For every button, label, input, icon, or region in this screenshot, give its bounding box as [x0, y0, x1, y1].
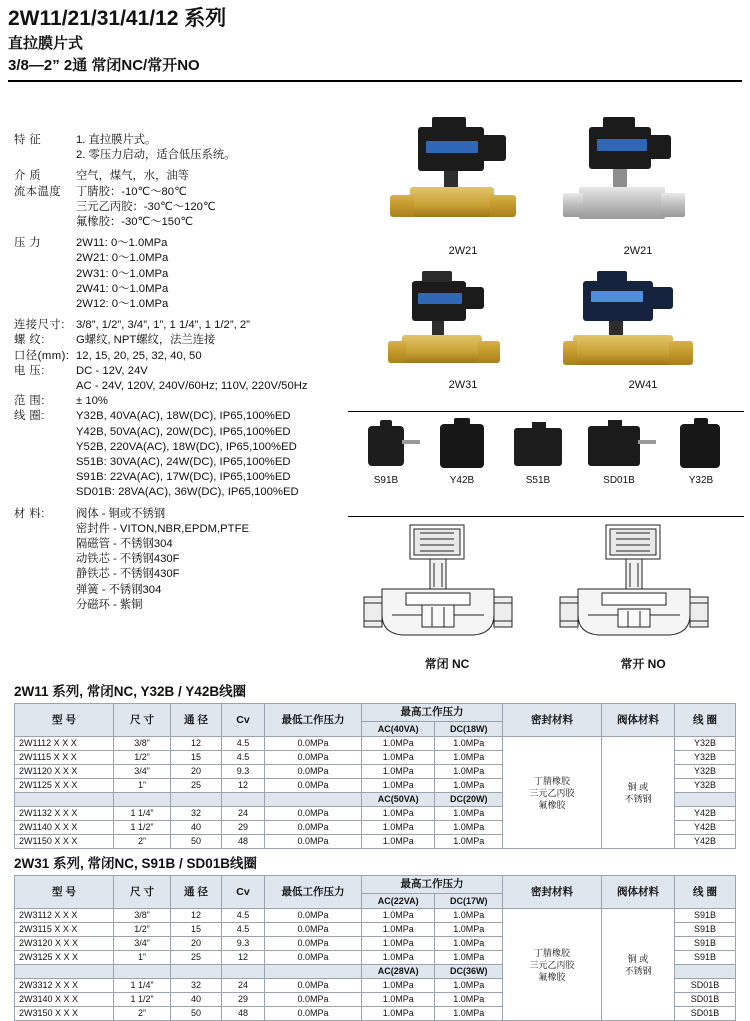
cell-model: 2W3112 X X X [15, 909, 114, 923]
cell-size: 3/8” [114, 737, 171, 751]
th-model: 型 号 [15, 704, 114, 737]
th-dc-2: DC(17W) [435, 894, 503, 909]
cell-min: 0.0MPa [265, 909, 362, 923]
th-body-material: 阀体材料 [602, 876, 675, 909]
cell-size: 2” [114, 1007, 171, 1021]
coil-label: SD01B [603, 475, 635, 486]
spec-value: Y52B, 220VA(AC), 18W(DC), IP65,100%ED [76, 440, 297, 453]
spec-value: 动铁芯 - 不锈钢430F [76, 553, 180, 566]
cell-dc: 1.0MPa [435, 821, 503, 835]
cell-model: 2W1120 X X X [15, 765, 114, 779]
th-cv: Cv [222, 704, 265, 737]
coil-label: Y42B [449, 475, 475, 486]
spec-value: 2W31: 0～1.0MPa [76, 267, 169, 280]
caption-valve-mid-left: 2W31 [448, 379, 478, 391]
cell-coil: S91B [675, 937, 736, 951]
cell-size: 2” [114, 835, 171, 849]
group-band-cell [265, 965, 362, 979]
spec-row-temperature [14, 185, 344, 231]
th-max-pressure: 最高工作压力 [362, 704, 503, 722]
coil-label: Y32B [688, 475, 714, 486]
group-ac-label: AC(28VA) [362, 965, 435, 979]
cell-cv: 12 [222, 951, 265, 965]
cell-bore: 40 [171, 993, 222, 1007]
cell-cv: 24 [222, 979, 265, 993]
group-band-cell [15, 965, 114, 979]
cell-bore: 32 [171, 979, 222, 993]
cell-model: 2W1112 X X X [15, 737, 114, 751]
spec-value: 三元乙丙胶：-30℃～120℃ [76, 200, 216, 213]
spec-label: 口径(mm): [14, 349, 70, 362]
coil-label: S91B [373, 475, 399, 486]
valve-2w31 [388, 277, 538, 377]
th-dc-1: DC(18W) [435, 722, 503, 737]
spec-row-features [14, 133, 344, 163]
cell-bore: 20 [171, 937, 222, 951]
cell-min: 0.0MPa [265, 923, 362, 937]
cell-size: 1” [114, 779, 171, 793]
cell-dc: 1.0MPa [435, 779, 503, 793]
cell-coil: SD01B [675, 1007, 736, 1021]
cell-bore: 12 [171, 909, 222, 923]
th-min-pressure: 最低工作压力 [265, 876, 362, 909]
spec-value: ± 10% [76, 395, 108, 408]
cell-seal: 丁腈橡胶 三元乙丙胶 氟橡胶 [503, 737, 602, 849]
cell-model: 2W3150 X X X [15, 1007, 114, 1021]
cell-coil: Y42B [675, 835, 736, 849]
cell-cv: 48 [222, 835, 265, 849]
group-band-cell [222, 793, 265, 807]
cell-dc: 1.0MPa [435, 993, 503, 1007]
coil-s51b [504, 420, 572, 486]
spec-value: 3/8”, 1/2”, 3/4”, 1”, 1 1/4”, 1 1/2”, 2” [76, 319, 250, 332]
spec-value: 分磁环 - 紫铜 [76, 598, 143, 611]
th-body-material: 阀体材料 [602, 704, 675, 737]
cell-bore: 32 [171, 807, 222, 821]
spec-value: S91B: 22VA(AC), 17W(DC), IP65,100%ED [76, 471, 291, 484]
table-2-title: 2W31 系列, 常闭NC, S91B / SD01B线圈 [14, 856, 258, 871]
cell-dc: 1.0MPa [435, 835, 503, 849]
caption-valve-top-left: 2W21 [448, 245, 478, 257]
spec-value: AC - 24V, 120V, 240V/60Hz; 110V, 220V/50Hz [76, 380, 308, 393]
cell-cv: 29 [222, 993, 265, 1007]
table-2 [14, 875, 736, 1021]
cell-cv: 12 [222, 779, 265, 793]
spec-label: 压 力 [14, 237, 42, 250]
cell-dc: 1.0MPa [435, 909, 503, 923]
cell-bore: 50 [171, 835, 222, 849]
cell-dc: 1.0MPa [435, 923, 503, 937]
coil-s91b [352, 420, 420, 486]
group-band-cell [675, 965, 736, 979]
cell-dc: 1.0MPa [435, 951, 503, 965]
cell-size: 1 1/4” [114, 807, 171, 821]
cell-cv: 4.5 [222, 909, 265, 923]
valve-2w21-brass [388, 125, 538, 245]
cell-ac: 1.0MPa [362, 951, 435, 965]
cell-dc: 1.0MPa [435, 1007, 503, 1021]
cell-cv: 4.5 [222, 923, 265, 937]
cell-cv: 24 [222, 807, 265, 821]
th-ac-1: AC(40VA) [362, 722, 435, 737]
cell-min: 0.0MPa [265, 835, 362, 849]
spec-value: 2W41: 0～1.0MPa [76, 282, 169, 295]
caption-cutaway-nc: 常闭 NC [424, 657, 470, 671]
cell-ac: 1.0MPa [362, 751, 435, 765]
spec-value: 2W12: 0～1.0MPa [76, 298, 169, 311]
spec-value: G螺纹, NPT螺纹，法兰连接 [76, 334, 216, 347]
caption-valve-mid-right: 2W41 [628, 379, 658, 391]
spec-row-material [14, 507, 344, 613]
cell-ac: 1.0MPa [362, 1007, 435, 1021]
image-row-cutaways [348, 516, 744, 673]
valve-2w21-steel [563, 125, 713, 245]
cell-cv: 29 [222, 821, 265, 835]
product-images [348, 125, 744, 673]
cell-min: 0.0MPa [265, 779, 362, 793]
group-band-cell [15, 793, 114, 807]
cutaway-no-svg [558, 523, 728, 649]
cell-body: 铜 或 不锈钢 [602, 737, 675, 849]
cell-coil: S91B [675, 923, 736, 937]
cell-coil: Y42B [675, 807, 736, 821]
cell-model: 2W3115 X X X [15, 923, 114, 937]
cell-size: 3/4” [114, 765, 171, 779]
th-max-pressure: 最高工作压力 [362, 876, 503, 894]
spec-value: 隔磁管 - 不锈钢304 [76, 538, 173, 551]
th-model: 型 号 [15, 876, 114, 909]
cell-coil: Y32B [675, 737, 736, 751]
spec-value: SD01B: 28VA(AC), 36W(DC), IP65,100%ED [76, 486, 299, 499]
table-1-section [14, 680, 736, 849]
spec-label: 材 料: [14, 507, 45, 520]
cell-min: 0.0MPa [265, 1007, 362, 1021]
th-size: 尺 寸 [114, 704, 171, 737]
image-row-2 [348, 277, 744, 405]
cell-dc: 1.0MPa [435, 737, 503, 751]
group-band-cell [114, 793, 171, 807]
spec-row-bore [14, 349, 344, 364]
spec-value: 静铁芯 - 不锈钢430F [76, 568, 180, 581]
cell-size: 1” [114, 951, 171, 965]
cell-model: 2W3125 X X X [15, 951, 114, 965]
table-1 [14, 703, 736, 849]
spec-value: 1. 直拉膜片式。 [76, 134, 157, 146]
cell-size: 3/8” [114, 909, 171, 923]
page-subtitle-1: 直拉膜片式 [8, 35, 84, 53]
spec-value: 空气，煤气，水，油等 [76, 170, 189, 183]
spec-value: 12, 15, 20, 25, 32, 40, 50 [76, 349, 202, 362]
spec-value: 丁腈胶：-10℃～80℃ [76, 185, 187, 198]
cell-model: 2W3120 X X X [15, 937, 114, 951]
spec-label: 流本温度 [14, 185, 62, 198]
cell-ac: 1.0MPa [362, 937, 435, 951]
cutaway-no-diagram [558, 523, 728, 671]
spec-row-pressure [14, 236, 344, 312]
page-header [0, 0, 750, 76]
spec-value: S51B: 30VA(AC), 24W(DC), IP65,100%ED [76, 456, 291, 469]
spec-label: 连接尺寸: [14, 319, 65, 332]
cell-cv: 48 [222, 1007, 265, 1021]
coil-sd01b [580, 420, 658, 486]
spec-value: 2W21: 0～1.0MPa [76, 252, 169, 265]
cell-model: 2W1132 X X X [15, 807, 114, 821]
cell-ac: 1.0MPa [362, 979, 435, 993]
page-title: 2W11/21/31/41/12 系列 [8, 7, 227, 30]
cell-seal: 丁腈橡胶 三元乙丙胶 氟橡胶 [503, 909, 602, 1021]
coil-label: S51B [525, 475, 551, 486]
table-1-title: 2W11 系列, 常闭NC, Y32B / Y42B线圈 [14, 684, 247, 699]
cell-cv: 9.3 [222, 765, 265, 779]
cell-dc: 1.0MPa [435, 807, 503, 821]
cell-ac: 1.0MPa [362, 821, 435, 835]
group-ac-label: AC(50VA) [362, 793, 435, 807]
cell-dc: 1.0MPa [435, 765, 503, 779]
cell-coil: SD01B [675, 993, 736, 1007]
coil-y32b [666, 420, 736, 486]
th-size: 尺 寸 [114, 876, 171, 909]
group-dc-label: DC(20W) [435, 793, 503, 807]
cell-ac: 1.0MPa [362, 737, 435, 751]
spec-value: 2W11: 0～1.0MPa [76, 237, 168, 250]
cell-ac: 1.0MPa [362, 807, 435, 821]
cell-bore: 25 [171, 951, 222, 965]
cell-min: 0.0MPa [265, 937, 362, 951]
spec-value: DC - 12V, 24V [76, 364, 148, 377]
spec-label: 范 围: [14, 395, 45, 408]
cell-size: 1 1/4” [114, 979, 171, 993]
coil-y42b [428, 420, 496, 486]
image-row-1 [348, 125, 744, 273]
th-ac-2: AC(22VA) [362, 894, 435, 909]
group-band-cell [222, 965, 265, 979]
cell-dc: 1.0MPa [435, 979, 503, 993]
cell-model: 2W3140 X X X [15, 993, 114, 1007]
cell-min: 0.0MPa [265, 765, 362, 779]
cell-size: 3/4” [114, 937, 171, 951]
cell-model: 2W1115 X X X [15, 751, 114, 765]
spec-row-connection [14, 318, 344, 333]
group-band-cell [265, 793, 362, 807]
cell-min: 0.0MPa [265, 807, 362, 821]
cell-min: 0.0MPa [265, 979, 362, 993]
spec-row-thread [14, 333, 344, 348]
cell-size: 1/2” [114, 751, 171, 765]
spec-value: 密封件 - VITON,NBR,EPDM,PTFE [76, 522, 250, 535]
group-band-cell [675, 793, 736, 807]
group-band-cell [171, 793, 222, 807]
spec-value: 氟橡胶：-30℃～150℃ [76, 216, 194, 229]
cell-size: 1 1/2” [114, 821, 171, 835]
cell-bore: 12 [171, 737, 222, 751]
cutaway-nc-diagram [362, 523, 532, 671]
cell-bore: 25 [171, 779, 222, 793]
spec-value: Y32B, 40VA(AC), 18W(DC), IP65,100%ED [76, 410, 291, 423]
cell-coil: Y32B [675, 765, 736, 779]
cell-ac: 1.0MPa [362, 993, 435, 1007]
cell-dc: 1.0MPa [435, 937, 503, 951]
th-min-pressure: 最低工作压力 [265, 704, 362, 737]
header-divider [8, 80, 742, 82]
th-seal-material: 密封材料 [503, 704, 602, 737]
cell-coil: Y42B [675, 821, 736, 835]
spec-row-range [14, 394, 344, 409]
table-row [15, 737, 736, 751]
cell-min: 0.0MPa [265, 951, 362, 965]
spec-row-coil [14, 409, 344, 500]
th-seal-material: 密封材料 [503, 876, 602, 909]
cell-bore: 50 [171, 1007, 222, 1021]
th-bore: 通 径 [171, 704, 222, 737]
cell-coil: S91B [675, 909, 736, 923]
cutaway-nc-svg [362, 523, 532, 649]
cell-coil: Y32B [675, 779, 736, 793]
cell-min: 0.0MPa [265, 821, 362, 835]
cell-ac: 1.0MPa [362, 835, 435, 849]
cell-model: 2W1125 X X X [15, 779, 114, 793]
spec-label: 特 征 [14, 134, 42, 146]
spec-value: 阀体 - 铜或不锈钢 [76, 507, 166, 520]
cell-ac: 1.0MPa [362, 779, 435, 793]
table-2-section [14, 852, 736, 1021]
cell-cv: 4.5 [222, 737, 265, 751]
caption-cutaway-no: 常开 NO [620, 657, 666, 671]
valve-2w41 [563, 277, 723, 377]
cell-coil: SD01B [675, 979, 736, 993]
cell-cv: 4.5 [222, 751, 265, 765]
spec-value: 2. 零压力启动，适合低压系统。 [76, 149, 236, 162]
cell-size: 1/2” [114, 923, 171, 937]
spec-row-voltage [14, 364, 344, 394]
spec-row-medium [14, 169, 344, 184]
group-dc-label: DC(36W) [435, 965, 503, 979]
table-row [15, 909, 736, 923]
cell-min: 0.0MPa [265, 751, 362, 765]
cell-bore: 15 [171, 751, 222, 765]
cell-ac: 1.0MPa [362, 923, 435, 937]
cell-min: 0.0MPa [265, 737, 362, 751]
th-cv: Cv [222, 876, 265, 909]
th-coil: 线 圈 [675, 704, 736, 737]
spec-label: 电 压: [14, 364, 45, 377]
cell-model: 2W1140 X X X [15, 821, 114, 835]
cell-model: 2W1150 X X X [15, 835, 114, 849]
image-row-coils [348, 411, 744, 512]
spec-label: 螺 纹: [14, 334, 45, 347]
cell-bore: 15 [171, 923, 222, 937]
cell-bore: 20 [171, 765, 222, 779]
cell-cv: 9.3 [222, 937, 265, 951]
cell-min: 0.0MPa [265, 993, 362, 1007]
caption-valve-top-right: 2W21 [623, 245, 653, 257]
cell-size: 1 1/2” [114, 993, 171, 1007]
spec-label: 线 圈: [14, 410, 45, 423]
cell-model: 2W3312 X X X [15, 979, 114, 993]
cell-dc: 1.0MPa [435, 751, 503, 765]
th-coil: 线 圈 [675, 876, 736, 909]
cell-coil: Y32B [675, 751, 736, 765]
cell-ac: 1.0MPa [362, 909, 435, 923]
th-bore: 通 径 [171, 876, 222, 909]
cell-ac: 1.0MPa [362, 765, 435, 779]
specifications-list [14, 133, 344, 613]
cell-coil: S91B [675, 951, 736, 965]
spec-label: 介 质 [14, 170, 42, 183]
page-subtitle-2: 3/8—2” 2通 常闭NC/常开NO [8, 57, 200, 75]
cell-body: 铜 或 不锈钢 [602, 909, 675, 1021]
cell-bore: 40 [171, 821, 222, 835]
spec-value: 弹簧 - 不锈钢304 [76, 583, 162, 596]
spec-value: Y42B, 50VA(AC), 20W(DC), IP65,100%ED [76, 425, 291, 438]
group-band-cell [114, 965, 171, 979]
group-band-cell [171, 965, 222, 979]
